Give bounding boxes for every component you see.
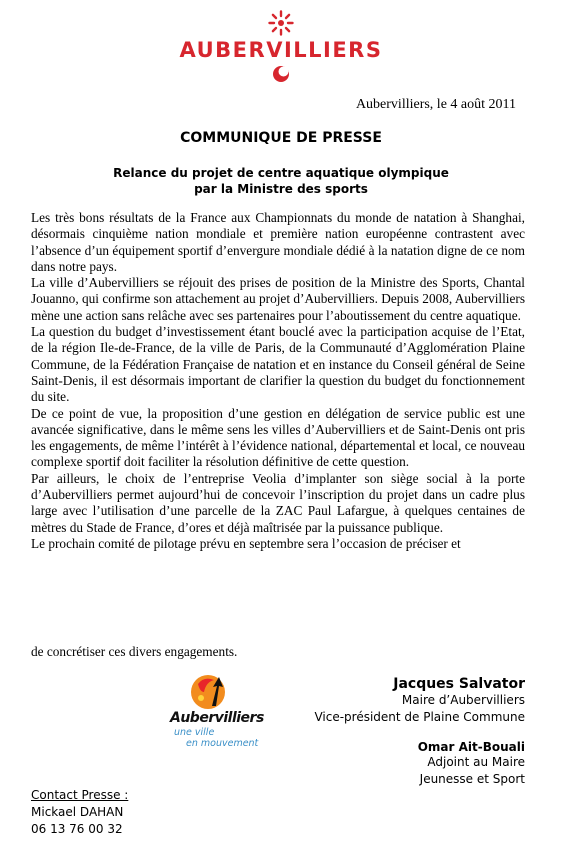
subtitle-line: Relance du projet de centre aquatique olympique	[113, 166, 449, 180]
signature-deputy	[418, 740, 525, 788]
footer-logo-tagline: en mouvement	[186, 738, 259, 749]
footer-logo	[170, 672, 268, 754]
closing-line: de concrétiser ces divers engagements.	[31, 644, 238, 659]
contact-name: Mickael DAHAN	[31, 805, 124, 819]
signature-role: Jeunesse et Sport	[419, 772, 525, 786]
contact-phone: 06 13 76 00 32	[31, 822, 123, 836]
press-contact	[31, 787, 128, 838]
moon-icon	[272, 65, 290, 83]
paragraph: La question du budget d’investissement étant bouclé avec la participation acquise de l’Etat, de la région Ile-de-France, de la ville de Paris, de la Communauté d’Agglomération Plaine Commune, de la Fédération Française de natation et en instance du Conseil général de Seine Saint-Denis, il est désormais important de clarifier la question du budget du fonctionnement du site.	[31, 324, 525, 405]
footer-logo-tagline: une ville	[174, 727, 215, 738]
subtitle-line: par la Ministre des sports	[194, 182, 368, 196]
press-release-body	[31, 210, 525, 552]
contact-label: Contact Presse :	[31, 788, 129, 802]
signature-role: Maire d’Aubervilliers	[401, 693, 525, 707]
signature-name: Jacques Salvator	[393, 676, 525, 692]
paragraph: Les très bons résultats de la France aux Championnats du monde de natation à Shanghai, désormais cinquième nation mondiale et première nation européenne contrastent avec l’absence d’un équipement sportif d’envergure mondiale dédié à la natation digne de ce nom dans notre pays.	[31, 210, 525, 274]
signature-name: Omar Ait-Bouali	[417, 740, 525, 754]
signature-mayor	[314, 676, 525, 726]
page-title: COMMUNIQUE DE PRESSE	[180, 130, 382, 146]
paragraph: De ce point de vue, la proposition d’une gestion en délégation de service public est une avancée significative, dans le même sens les villes d’Aubervilliers et de Saint-Denis ont pris les engagements, de même l’intérêt à l’évidence national, départemental et local, ce nouveau complexe sportif doit faciliter la résolution définitive de cette question.	[31, 405, 525, 470]
paragraph: Par ailleurs, le choix de l’entreprise Veolia d’implanter son siège social à la porte d’Aubervilliers permet aujourd’hui de concevoir l’inscription du projet dans un cadre plus large avec l’utilisation d’une parcelle de la ZAC Paul Lafargue, à quelques centaines de mètres du Stade de France, d’ores et déjà maîtrisée par la puissance publique.	[31, 470, 525, 535]
signature-role: Vice-président de Plaine Commune	[314, 710, 525, 724]
signature-role: Adjoint au Maire	[427, 755, 525, 769]
subtitle	[0, 165, 562, 197]
sun-icon	[268, 10, 294, 36]
paragraph: La ville d’Aubervilliers se réjouit des prises de position de la Ministre des Sports, Chantal Jouanno, qui confirme son attachement au projet d’Aubervilliers. Depuis 2008, Aubervilliers mène une action sans relâche avec ses partenaires pour l’aboutissement du centre aquatique.	[31, 275, 525, 323]
brand-name: AUBERVILLIERS	[179, 38, 383, 62]
paragraph: Le prochain comité de pilotage prévu en septembre sera l’occasion de préciser et	[31, 535, 461, 551]
footer-logo-name: Aubervilliers	[170, 710, 264, 726]
dateline: Aubervilliers, le 4 août 2011	[355, 97, 516, 112]
header-logo	[0, 10, 562, 83]
